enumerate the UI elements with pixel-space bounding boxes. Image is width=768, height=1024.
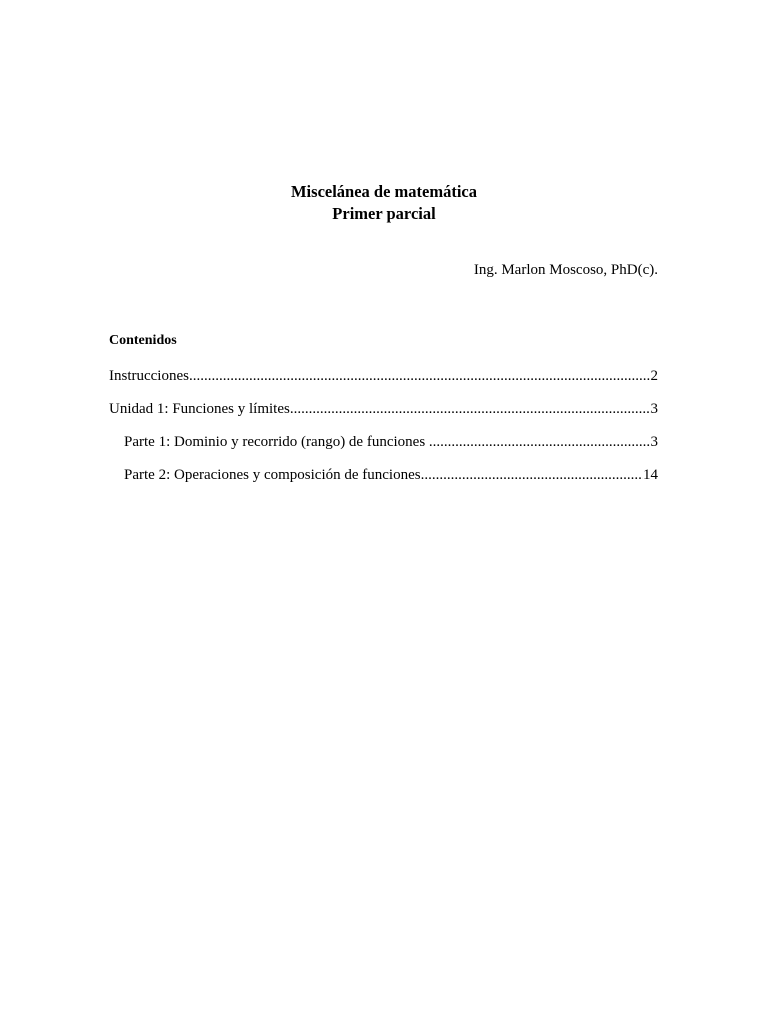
toc-entry-page: 14 [643,467,658,483]
document-subtitle: Primer parcial [332,204,436,223]
author-line: Ing. Marlon Moscoso, PhD(c). [473,262,658,278]
toc-entry-page: 2 [650,368,658,384]
toc-leader-dots [290,399,651,419]
toc-heading: Contenidos [109,333,177,348]
toc-entry-label: Unidad 1: Funciones y límites [109,401,290,417]
document-title: Miscelánea de matemática [290,182,478,201]
title-block [0,181,768,225]
toc-leader-dots [421,465,643,485]
toc-entry-label: Parte 2: Operaciones y composición de funciones [124,467,421,483]
toc-entry-instrucciones[interactable] [109,366,658,399]
toc-entry-label: Parte 1: Dominio y recorrido (rango) de funciones [124,434,429,450]
toc-entry-unidad-1[interactable] [109,399,658,432]
toc-entry-page: 3 [650,434,658,450]
toc-leader-dots [189,366,651,386]
toc-leader-dots [429,432,651,452]
toc-entry-parte-1[interactable] [109,432,658,465]
toc-entry-page: 3 [650,401,658,417]
toc-entry-parte-2[interactable] [109,465,658,498]
toc-entry-label: Instrucciones [109,368,189,384]
table-of-contents [109,366,658,498]
